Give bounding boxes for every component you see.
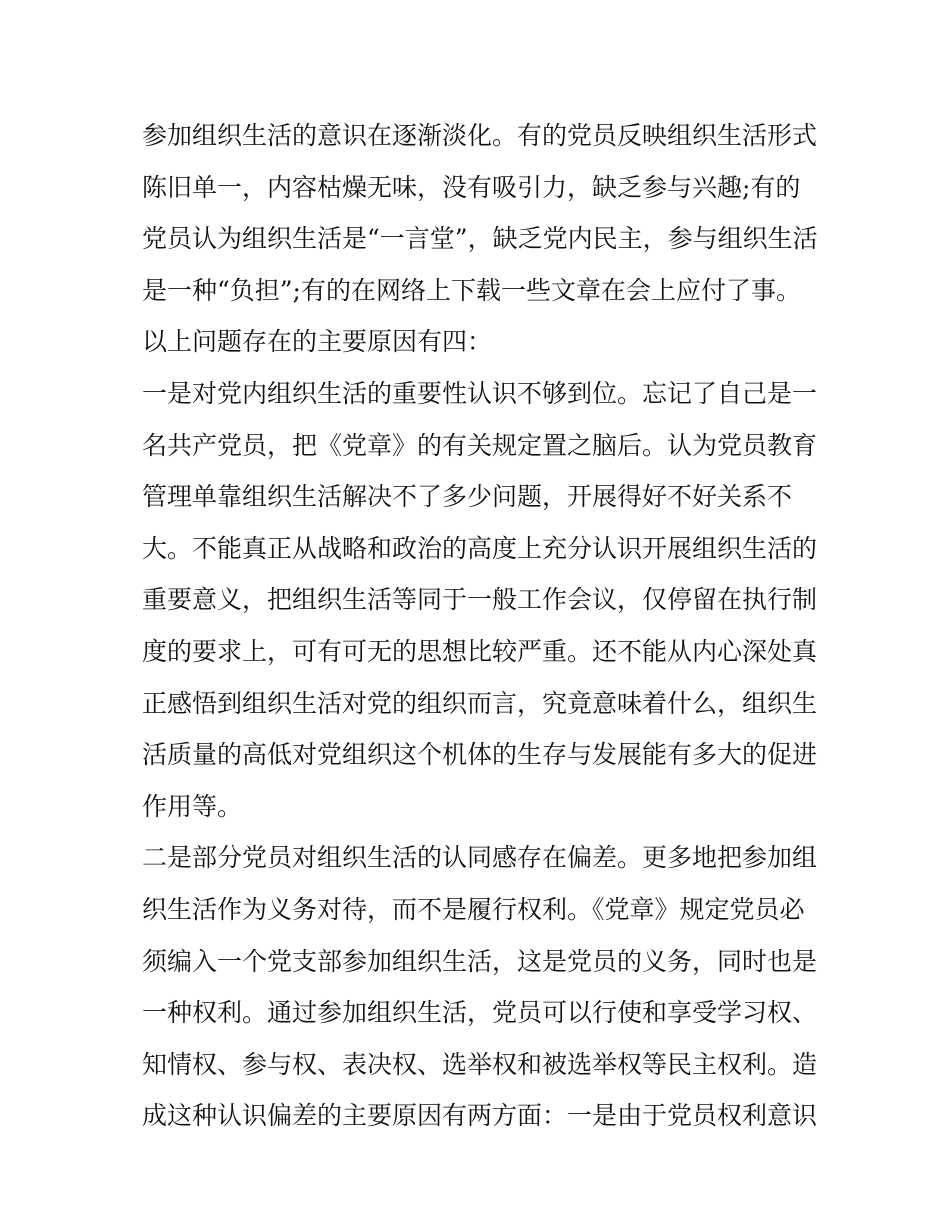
- text-line: 活质量的高低对党组织这个机体的生存与发展能有多大的促进: [142, 740, 818, 770]
- text-line: 须编入一个党支部参加组织生活，这是党员的义务，同时也是: [142, 946, 818, 976]
- text-line: 大。不能真正从战略和政治的高度上充分认识开展组织生活的: [142, 533, 818, 563]
- text-line: 作用等。: [142, 791, 243, 821]
- text-line: 名共产党员，把《党章》的有关规定置之脑后。认为党员教育: [142, 430, 818, 460]
- text-line: 一是对党内组织生活的重要性认识不够到位。忘记了自己是一: [142, 378, 818, 408]
- text-line: 织生活作为义务对待，而不是履行权利。《党章》规定党员必: [142, 894, 805, 924]
- text-line: 正感悟到组织生活对党的组织而言，究竟意味着什么，组织生: [142, 688, 818, 718]
- text-line: 参加组织生活的意识在逐渐淡化。有的党员反映组织生活形式: [142, 121, 818, 150]
- text-line: 二是部分党员对组织生活的认同感存在偏差。更多地把参加组: [142, 843, 818, 873]
- text-line: 是一种“负担”;有的在网络上下载一些文章在会上应付了事。: [142, 275, 801, 305]
- text-line: 管理单靠组织生活解决不了多少问题，开展得好不好关系不: [142, 482, 793, 512]
- text-line: 知情权、参与权、表决权、选举权和被选举权等民主权利。造: [142, 1049, 818, 1079]
- text-line: 度的要求上，可有可无的思想比较严重。还不能从内心深处真: [142, 636, 818, 666]
- body-text: [142, 110, 822, 1142]
- text-line: 一种权利。通过参加组织生活，党员可以行使和享受学习权、: [142, 998, 818, 1028]
- text-line: 党员认为组织生活是“一言堂”，缺乏党内民主，参与组织生活: [142, 224, 818, 254]
- text-line: 陈旧单一，内容枯燥无味，没有吸引力，缺乏参与兴趣;有的: [142, 172, 801, 202]
- text-line: 成这种认识偏差的主要原因有两方面：一是由于党员权利意识: [142, 1101, 818, 1131]
- text-line: 以上问题存在的主要原因有四：: [142, 327, 493, 357]
- text-line: 重要意义，把组织生活等同于一般工作会议，仅停留在执行制: [142, 585, 818, 615]
